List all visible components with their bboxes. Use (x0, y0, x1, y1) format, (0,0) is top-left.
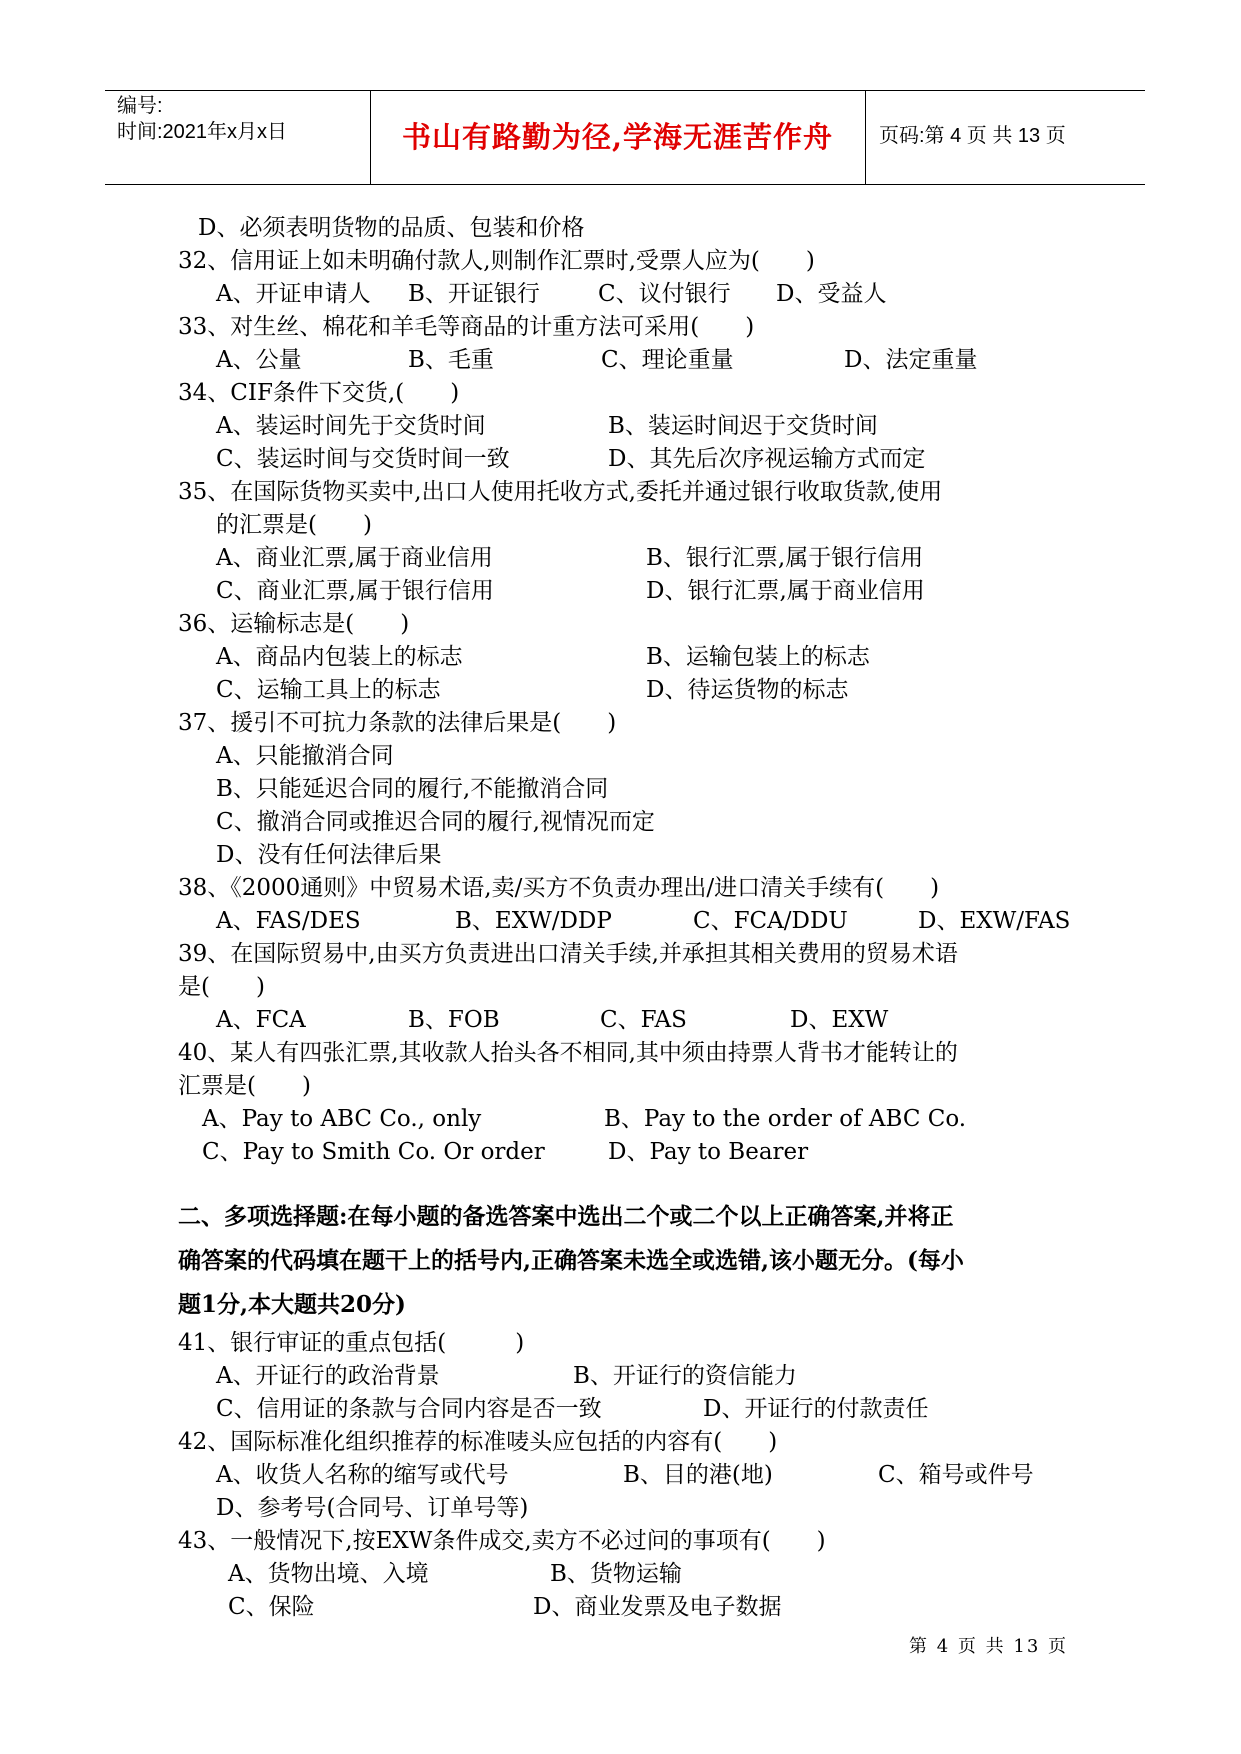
question-42: 42、国际标准化组织推荐的标准唛头应包括的内容有( ) (178, 1429, 778, 1455)
options-38 (178, 905, 1078, 938)
section-heading-cont: 确答案的代码填在题干上的括号内,正确答案未选全或选错,该小题无分。(每小 (178, 1247, 964, 1274)
question-37: 37、援引不可抗力条款的法律后果是( ) (178, 710, 617, 736)
page-info: 页码:第 4 页 共 13 页 (879, 125, 1066, 147)
option-d: D、EXW/FAS (918, 908, 1071, 934)
time-label: 时间:2021年x月x日 (117, 121, 288, 143)
header-middle-cell (370, 91, 866, 184)
option-b: B、开证行的资信能力 (573, 1363, 797, 1389)
option-d: D、Pay to Bearer (608, 1139, 809, 1165)
option-a: A、公量 (216, 347, 302, 373)
options-40-cd (178, 1136, 1078, 1169)
page-footer: 第 4 页 共 13 页 (909, 1636, 1068, 1657)
options-34-cd (178, 443, 1078, 476)
options-41-ab (178, 1360, 1078, 1393)
option-d: D、EXW (790, 1007, 889, 1033)
option-b: B、装运时间迟于交货时间 (608, 413, 878, 439)
options-41-cd (178, 1393, 1078, 1426)
option-c: C、箱号或件号 (878, 1462, 1034, 1488)
question-33: 33、对生丝、棉花和羊毛等商品的计重方法可采用( ) (178, 314, 755, 340)
option-d: D、银行汇票,属于商业信用 (646, 578, 925, 604)
option-a: A、收货人名称的缩写或代号 (216, 1462, 509, 1488)
option-c: C、理论重量 (601, 347, 734, 373)
motto: 书山有路勤为径,学海无涯苦作舟 (401, 120, 834, 154)
option-b: B、开证银行 (408, 281, 540, 307)
option-b: B、毛重 (408, 347, 494, 373)
option-a: A、开证申请人 (216, 281, 371, 307)
section-heading-cont: 题1分,本大题共20分) (178, 1291, 406, 1318)
question-32: 32、信用证上如未明确付款人,则制作汇票时,受票人应为( ) (178, 248, 815, 274)
option-b: B、FOB (408, 1007, 500, 1033)
question-36: 36、运输标志是( ) (178, 611, 410, 637)
option-c: C、FCA/DDU (693, 908, 848, 934)
options-34-ab (178, 410, 1078, 443)
option-c: C、议付银行 (598, 281, 731, 307)
option-c: C、信用证的条款与合同内容是否一致 (216, 1396, 602, 1422)
option-a: A、装运时间先于交货时间 (216, 413, 486, 439)
question-38: 38、《2000通则》中贸易术语,卖/买方不负责办理出/进口清关手续有( ) (178, 875, 940, 901)
option-a: A、FAS/DES (216, 908, 361, 934)
question-39-cont: 是( ) (178, 974, 265, 1000)
option-a: A、只能撤消合同 (216, 743, 394, 769)
option-b: B、货物运输 (550, 1561, 682, 1587)
spacer (178, 1169, 1078, 1195)
question-40-cont: 汇票是( ) (178, 1073, 311, 1099)
options-32 (178, 278, 1078, 311)
options-35-cd (178, 575, 1078, 608)
option-d: D、没有任何法律后果 (216, 842, 442, 868)
question-35: 35、在国际货物买卖中,出口人使用托收方式,委托并通过银行收取货款,使用 (178, 479, 943, 505)
option-d: D、法定重量 (844, 347, 978, 373)
exam-content (178, 212, 1078, 1624)
option-b: B、EXW/DDP (455, 908, 612, 934)
question-34: 34、CIF条件下交货,( ) (178, 380, 460, 406)
page-header (105, 90, 1145, 185)
option-d: D、其先后次序视运输方式而定 (608, 446, 926, 472)
option-c: C、商业汇票,属于银行信用 (216, 578, 494, 604)
option-a: A、商品内包装上的标志 (216, 644, 463, 670)
option-b: B、运输包装上的标志 (646, 644, 870, 670)
option-line: D、必须表明货物的品质、包装和价格 (198, 215, 585, 241)
option-d: D、待运货物的标志 (646, 677, 849, 703)
options-36-ab (178, 641, 1078, 674)
option-b: B、只能延迟合同的履行,不能撤消合同 (216, 776, 609, 802)
option-d: D、商业发票及电子数据 (533, 1594, 782, 1620)
option-a: A、Pay to ABC Co., only (202, 1106, 482, 1132)
options-40-ab (178, 1103, 1078, 1136)
option-b: B、Pay to the order of ABC Co. (604, 1106, 967, 1132)
option-d: D、参考号(合同号、订单号等) (216, 1495, 529, 1521)
option-b: B、银行汇票,属于银行信用 (646, 545, 924, 571)
option-c: C、保险 (228, 1594, 315, 1620)
question-40: 40、某人有四张汇票,其收款人抬头各不相同,其中须由持票人背书才能转让的 (178, 1040, 958, 1066)
option-a: A、商业汇票,属于商业信用 (216, 545, 493, 571)
option-d: D、开证行的付款责任 (703, 1396, 929, 1422)
option-a: A、货物出境、入境 (228, 1561, 429, 1587)
header-left-cell (105, 91, 371, 184)
options-36-cd (178, 674, 1078, 707)
options-35-ab (178, 542, 1078, 575)
option-c: C、运输工具上的标志 (216, 677, 441, 703)
header-right-cell (865, 91, 1145, 184)
question-35-cont: 的汇票是( ) (216, 512, 372, 538)
option-c: C、Pay to Smith Co. Or order (202, 1139, 545, 1165)
option-b: B、目的港(地) (623, 1462, 773, 1488)
question-43: 43、一般情况下,按EXW条件成交,卖方不必过问的事项有( ) (178, 1528, 826, 1554)
question-39: 39、在国际贸易中,由买方负责进出口清关手续,并承担其相关费用的贸易术语 (178, 941, 958, 967)
option-c: C、FAS (600, 1007, 687, 1033)
option-a: A、FCA (216, 1007, 306, 1033)
question-41: 41、银行审证的重点包括( ) (178, 1330, 525, 1356)
option-c: C、装运时间与交货时间一致 (216, 446, 510, 472)
options-39 (178, 1004, 1078, 1037)
options-43-cd (178, 1591, 1078, 1624)
options-42 (178, 1459, 1078, 1492)
option-d: D、受益人 (776, 281, 887, 307)
option-a: A、开证行的政治背景 (216, 1363, 440, 1389)
option-c: C、撤消合同或推迟合同的履行,视情况而定 (216, 809, 655, 835)
options-43-ab (178, 1558, 1078, 1591)
options-33 (178, 344, 1078, 377)
section-heading: 二、多项选择题:在每小题的备选答案中选出二个或二个以上正确答案,并将正 (178, 1203, 954, 1230)
number-label: 编号: (117, 95, 163, 117)
